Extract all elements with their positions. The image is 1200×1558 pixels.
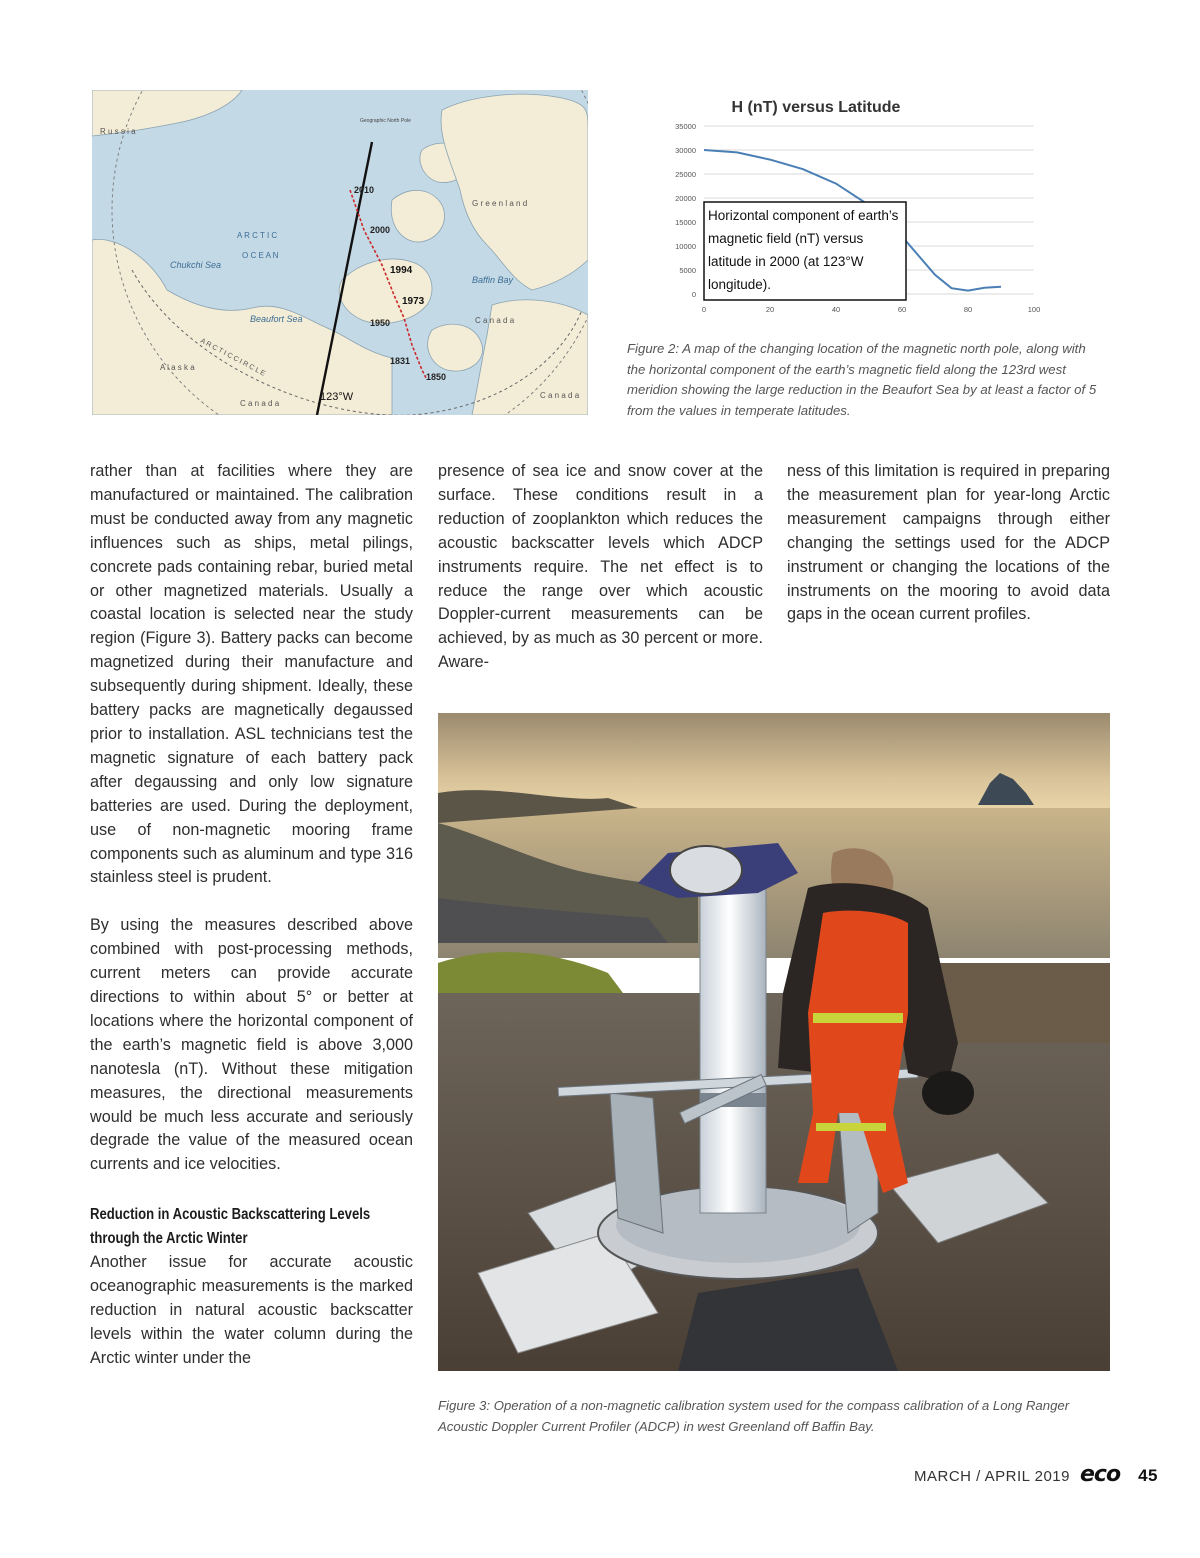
label-geographic-pole: Geographic North Pole xyxy=(360,118,411,124)
column-3 xyxy=(787,460,1110,627)
year-1850: 1850 xyxy=(426,372,447,382)
chart-x-tick: 20 xyxy=(765,305,775,314)
chart-y-tick: 0 xyxy=(691,290,696,299)
label-chukchi: Chukchi Sea xyxy=(170,260,222,270)
label-meridian: 123°W xyxy=(320,391,354,403)
label-alaska: A l a s k a xyxy=(160,363,195,372)
chart-y-tick: 20000 xyxy=(675,194,696,203)
figure3-caption: Figure 3: Operation of a non-magnetic calibration system used for the compass calibration of a Long Ranger Acoustic Doppler Current Profiler (ADCP) in west Greenland off Baffin Bay. xyxy=(438,1398,1070,1434)
col2-paragraph-1: presence of sea ice and snow cover at the surface. These conditions result in a reduction of zooplankton which reduces the acoustic backscatter levels which ADCP instruments require. The net effect is to reduce the range over which acoustic Doppler-current measurements can be achieved, by as much as 30 percent or more. Aware- xyxy=(438,462,763,672)
label-beaufort: Beaufort Sea xyxy=(250,314,303,324)
chart-x-tick: 100 xyxy=(1027,305,1041,314)
h-vs-latitude-chart xyxy=(650,88,1050,320)
col1-paragraph-1: rather than at facilities where they are manufactured or maintained. The calibration must be conducted away from any magnetic influences such as ships, metal pilings, concrete pads containing rebar, buried metal or other magnetized materials. Usually a coastal location is selected near the study region (Figure 3). Battery packs can become magnetized during their manufacture and subsequently during shipment. Ideally, these battery packs are magnetically degaussed prior to installation. ASL technicians test the magnetic signature of each battery pack after degaussing and only low signature batteries are used. During the deployment, use of non-magnetic mooring frame components such as aluminum and type 316 stainless steel is prudent. xyxy=(90,462,413,887)
page-footer xyxy=(914,1462,1158,1487)
section-heading: Reduction in Acoustic Backscattering Levels through the Arctic Winter xyxy=(90,1206,371,1248)
arctic-map-svg xyxy=(92,90,588,415)
chart-title: H (nT) versus Latitude xyxy=(731,99,901,116)
chart-y-tick: 25000 xyxy=(675,170,696,179)
label-baffin: Baffin Bay xyxy=(472,275,514,285)
year-2000: 2000 xyxy=(370,225,391,235)
label-canada-bottom: C a n a d a xyxy=(240,399,280,408)
year-2010: 2010 xyxy=(354,185,375,195)
label-ocean: O C E A N xyxy=(242,251,279,260)
calibration-photo xyxy=(438,713,1110,1371)
arctic-map xyxy=(92,90,588,415)
year-1994: 1994 xyxy=(390,265,413,276)
chart-x-tick: 40 xyxy=(831,305,841,314)
col3-paragraph-1: ness of this limitation is required in preparing the measurement plan for year-long Arctic measurement campaigns through either changing the settings used for the ADCP instrument or changing the locations of the instruments on the mooring to avoid data gaps in the ocean current profiles. xyxy=(787,462,1110,624)
figure2-caption: Figure 2: A map of the changing location of the magnetic north pole, along with the horizontal component of the earth’s magnetic field along the 123rd west meridion showing the large reduction in the Beaufort Sea by at least a factor of 5 from the values in temperate latitudes. xyxy=(627,341,1097,418)
chart-y-tick: 30000 xyxy=(675,146,696,155)
column-2 xyxy=(438,460,763,675)
calibration-photo-svg xyxy=(438,713,1110,1371)
chart-x-tick: 60 xyxy=(897,305,907,314)
page-number: 45 xyxy=(1138,1466,1158,1485)
year-1831: 1831 xyxy=(390,356,411,366)
col1-paragraph-2: By using the measures described above combined with post-processing methods, current meters can provide accurate directions to within about 5° or better at locations where the horizontal component of the earth’s magnetic field is above 3,000 nanotesla (nT). Without these mitigation measures, the directional measurements would be much less accurate and seriously degrade the value of the measured ocean currents and ice velocities. xyxy=(90,916,413,1174)
chart-y-tick: 10000 xyxy=(675,242,696,251)
chart-x-tick: 80 xyxy=(963,305,973,314)
chart-y-tick: 5000 xyxy=(679,266,696,275)
label-russia: R u s s i a xyxy=(100,127,136,136)
chart-svg xyxy=(650,88,1050,320)
chart-annotation: Horizontal component of earth’s magnetic field (nT) versus latitude in 2000 (at 123°W longitude). xyxy=(708,208,899,292)
year-1973: 1973 xyxy=(402,296,425,307)
col1-paragraph-3: Another issue for accurate acoustic oceanographic measurements is the marked reduction in natural acoustic backscatter levels within the water column during the Arctic winter under the xyxy=(90,1253,413,1367)
label-greenland: G r e e n l a n d xyxy=(472,199,528,208)
label-arctic-circle: A R C T I C C I R C L E xyxy=(199,337,267,378)
chart-y-tick: 35000 xyxy=(675,122,696,131)
label-arctic: A R C T I C xyxy=(237,231,278,240)
footer-issue: MARCH / APRIL 2019 xyxy=(913,1468,1070,1485)
label-canada-right: C a n a d a xyxy=(475,316,515,325)
chart-annotation-fo xyxy=(708,204,904,300)
footer-logo: eco xyxy=(1080,1462,1121,1487)
column-1 xyxy=(90,460,413,1371)
chart-x-tick: 0 xyxy=(701,305,707,314)
label-canada-far: C a n a d a xyxy=(540,391,580,400)
year-1950: 1950 xyxy=(370,318,391,328)
chart-y-tick: 15000 xyxy=(675,218,696,227)
